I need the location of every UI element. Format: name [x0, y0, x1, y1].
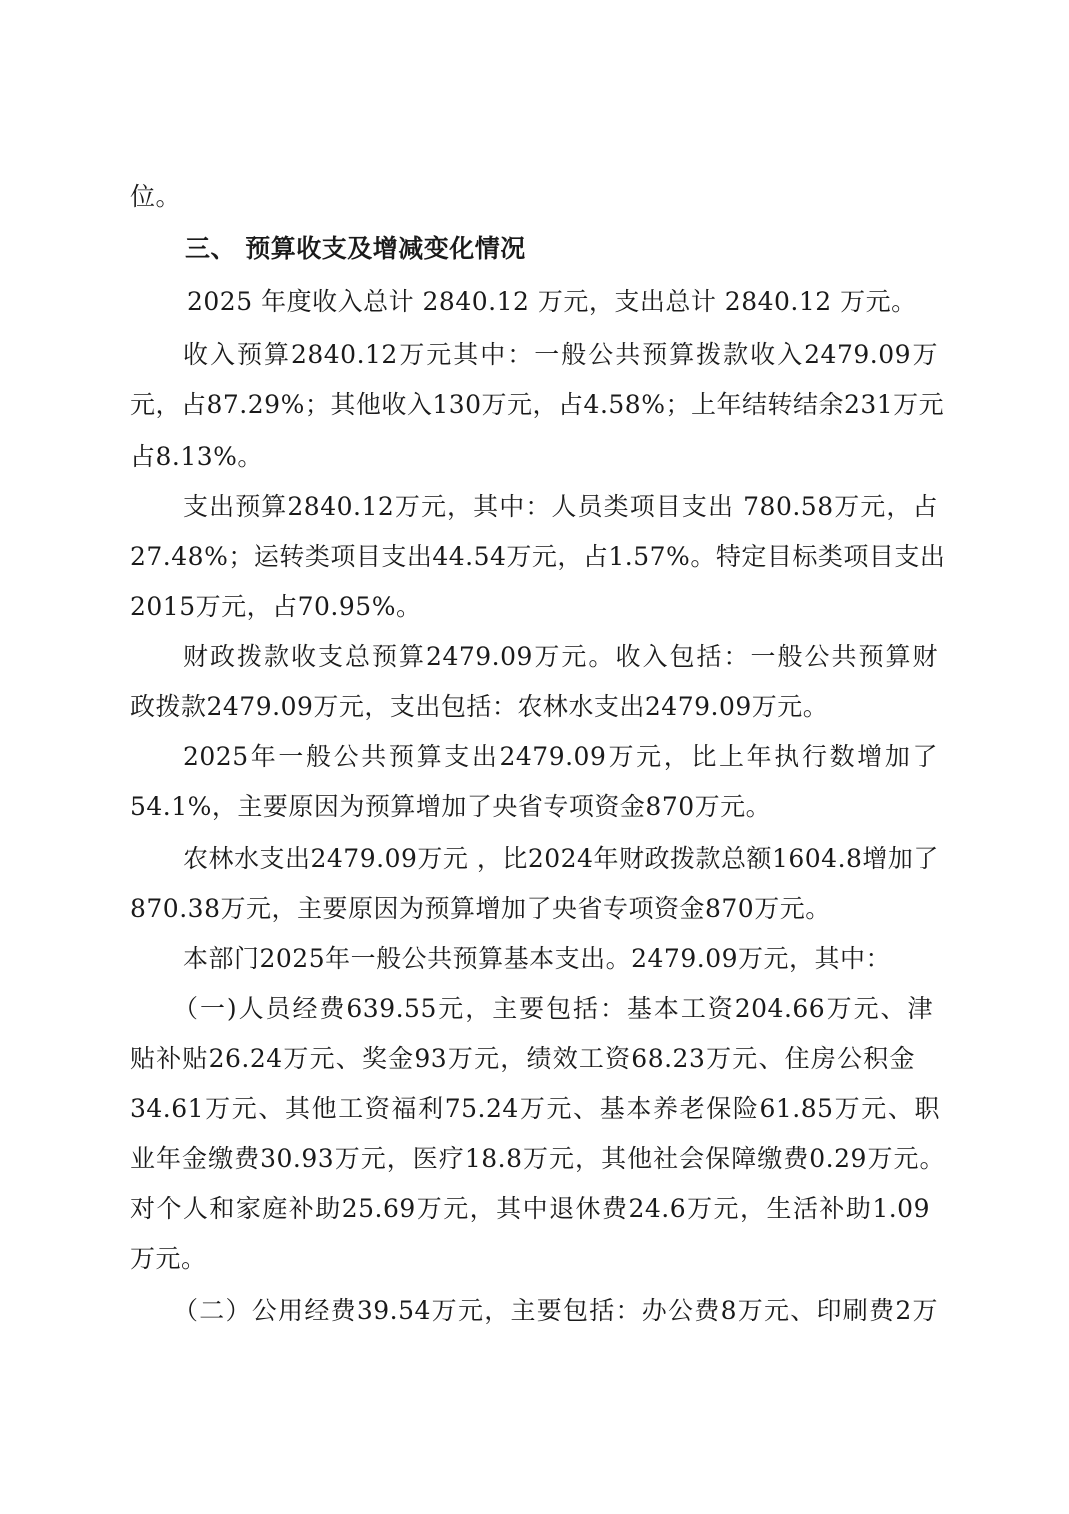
personnel-paragraph-line: 对个人和家庭补助25.69万元，其中退休费24.6万元，生活补助1.09: [130, 1194, 930, 1223]
expense-paragraph-line: 27.48%；运转类项目支出44.54万元，占1.57%。特定目标类项目支出: [130, 542, 946, 571]
public-expense-paragraph-line: （二）公用经费39.54万元，主要包括：办公费8万元、印刷费2万: [173, 1296, 938, 1325]
personnel-paragraph-line: 贴补贴26.24万元、奖金93万元，绩效工资68.23万元、住房公积金: [130, 1044, 915, 1073]
personnel-paragraph-line: 万元。: [130, 1244, 207, 1273]
agriculture-paragraph-line: 农林水支出2479.09万元 ，比2024年财政拨款总额1604.8增加了: [183, 844, 939, 873]
expense-paragraph-line: 2015万元，占70.95%。: [130, 592, 422, 621]
income-paragraph-line: 占8.13%。: [130, 442, 263, 471]
fiscal-paragraph-line: 政拨款2479.09万元，支出包括：农林水支出2479.09万元。: [130, 692, 829, 721]
basic-expense-paragraph-line: 本部门2025年一般公共预算基本支出。2479.09万元，其中：: [183, 944, 892, 973]
agriculture-paragraph-line: 870.38万元，主要原因为预算增加了央省专项资金870万元。: [130, 894, 831, 923]
fiscal-paragraph-line: 财政拨款收支总预算2479.09万元。收入包括：一般公共预算财: [183, 642, 938, 671]
general-budget-paragraph-line: 54.1%，主要原因为预算增加了央省专项资金870万元。: [130, 792, 772, 821]
summary-line: 2025 年度收入总计 2840.12 万元，支出总计 2840.12 万元。: [187, 287, 917, 316]
income-paragraph-line: 收入预算2840.12万元其中：一般公共预算拨款收入2479.09万: [183, 340, 938, 369]
personnel-paragraph-line: （一)人员经费639.55元，主要包括：基本工资204.66万元、津: [173, 994, 933, 1023]
expense-paragraph-line: 支出预算2840.12万元，其中：人员类项目支出 780.58万元，占: [183, 492, 938, 521]
section-heading: 三、 预算收支及增减变化情况: [185, 234, 526, 263]
income-paragraph-line: 元，占87.29%；其他收入130万元，占4.58%；上年结转结余231万元: [130, 390, 945, 419]
personnel-paragraph-line: 34.61万元、其他工资福利75.24万元、基本养老保险61.85万元、职: [130, 1094, 940, 1123]
paragraph-tail: 位。: [130, 182, 182, 211]
personnel-paragraph-line: 业年金缴费30.93万元，医疗18.8万元，其他社会保障缴费0.29万元。: [130, 1144, 945, 1173]
general-budget-paragraph-line: 2025年一般公共预算支出2479.09万元，比上年执行数增加了: [183, 742, 938, 771]
